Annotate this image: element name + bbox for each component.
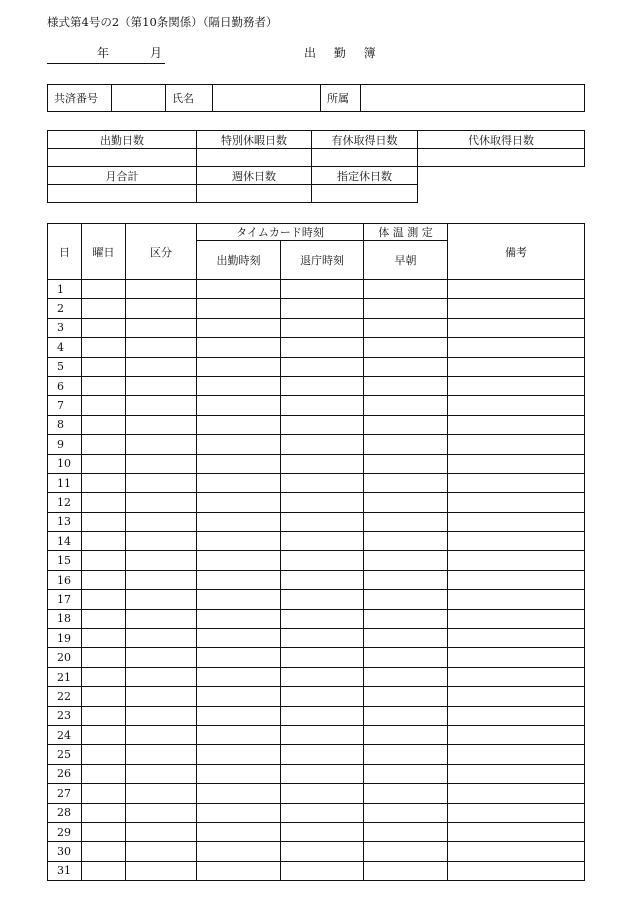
remarks-cell[interactable] xyxy=(448,861,585,880)
temp-cell[interactable] xyxy=(364,415,448,434)
group-temp: 体 温 測 定 xyxy=(364,224,448,241)
month-label: 月 xyxy=(150,46,163,60)
col-morning-temp: 早朝 xyxy=(364,241,448,280)
clock-in-cell[interactable] xyxy=(197,299,281,318)
clock-out-cell[interactable] xyxy=(281,629,364,648)
clock-out-cell[interactable] xyxy=(281,299,364,318)
table-row xyxy=(48,629,585,648)
day-number: 22 xyxy=(48,687,82,706)
weekday-cell[interactable] xyxy=(82,396,126,415)
day-number: 9 xyxy=(48,435,82,454)
day-number: 24 xyxy=(48,725,82,744)
weekday-cell[interactable] xyxy=(82,842,126,861)
group-timecard: タイムカード時刻 xyxy=(197,224,364,241)
day-number: 23 xyxy=(48,706,82,725)
temp-cell[interactable] xyxy=(364,299,448,318)
weekday-cell[interactable] xyxy=(82,667,126,686)
remarks-cell[interactable] xyxy=(448,396,585,415)
weekday-cell[interactable] xyxy=(82,532,126,551)
table-row xyxy=(48,784,585,803)
remarks-cell[interactable] xyxy=(448,648,585,667)
weekday-cell[interactable] xyxy=(82,725,126,744)
clock-out-cell[interactable] xyxy=(281,338,364,357)
weekday-cell[interactable] xyxy=(82,648,126,667)
remarks-cell[interactable] xyxy=(448,687,585,706)
clock-out-cell[interactable] xyxy=(281,512,364,531)
temp-cell[interactable] xyxy=(364,590,448,609)
table-row xyxy=(48,512,585,531)
table-row xyxy=(48,667,585,686)
remarks-cell[interactable] xyxy=(448,842,585,861)
day-number: 26 xyxy=(48,764,82,783)
clock-out-cell[interactable] xyxy=(281,493,364,512)
temp-cell[interactable] xyxy=(364,357,448,376)
table-row xyxy=(48,648,585,667)
clock-out-cell[interactable] xyxy=(281,725,364,744)
clock-out-cell[interactable] xyxy=(281,609,364,628)
kyosai-number-field[interactable] xyxy=(112,85,166,112)
category-cell[interactable] xyxy=(126,338,197,357)
temp-cell[interactable] xyxy=(364,822,448,841)
clock-in-cell[interactable] xyxy=(197,532,281,551)
weekday-cell[interactable] xyxy=(82,299,126,318)
comp-leave-label: 代休取得日数 xyxy=(418,131,585,149)
clock-in-cell[interactable] xyxy=(197,629,281,648)
clock-out-cell[interactable] xyxy=(281,532,364,551)
day-number: 27 xyxy=(48,784,82,803)
weekday-cell[interactable] xyxy=(82,357,126,376)
clock-in-cell[interactable] xyxy=(197,551,281,570)
table-row xyxy=(48,415,585,434)
category-cell[interactable] xyxy=(126,512,197,531)
category-cell[interactable] xyxy=(126,435,197,454)
table-row xyxy=(48,338,585,357)
table-row xyxy=(48,473,585,492)
weekday-cell[interactable] xyxy=(82,861,126,880)
table-row xyxy=(48,764,585,783)
clock-in-cell[interactable] xyxy=(197,784,281,803)
category-cell[interactable] xyxy=(126,493,197,512)
day-number: 6 xyxy=(48,376,82,395)
clock-in-cell[interactable] xyxy=(197,842,281,861)
category-cell[interactable] xyxy=(126,842,197,861)
table-row xyxy=(48,357,585,376)
day-number: 14 xyxy=(48,532,82,551)
clock-out-cell[interactable] xyxy=(281,764,364,783)
weekday-cell[interactable] xyxy=(82,590,126,609)
weekly-rest-field[interactable] xyxy=(197,185,312,203)
weekday-cell[interactable] xyxy=(82,745,126,764)
remarks-cell[interactable] xyxy=(448,338,585,357)
day-number: 1 xyxy=(48,280,82,299)
category-cell[interactable] xyxy=(126,357,197,376)
clock-out-cell[interactable] xyxy=(281,803,364,822)
temp-cell[interactable] xyxy=(364,706,448,725)
remarks-cell[interactable] xyxy=(448,822,585,841)
category-cell[interactable] xyxy=(126,725,197,744)
temp-cell[interactable] xyxy=(364,609,448,628)
clock-in-cell[interactable] xyxy=(197,609,281,628)
remarks-cell[interactable] xyxy=(448,376,585,395)
clock-out-cell[interactable] xyxy=(281,318,364,337)
table-row xyxy=(48,376,585,395)
temp-cell[interactable] xyxy=(364,861,448,880)
dept-field[interactable] xyxy=(361,85,585,112)
day-number: 8 xyxy=(48,415,82,434)
clock-in-cell[interactable] xyxy=(197,822,281,841)
clock-in-cell[interactable] xyxy=(197,861,281,880)
clock-in-cell[interactable] xyxy=(197,512,281,531)
weekday-cell[interactable] xyxy=(82,822,126,841)
category-cell[interactable] xyxy=(126,822,197,841)
category-cell[interactable] xyxy=(126,570,197,589)
clock-out-cell[interactable] xyxy=(281,570,364,589)
day-rows xyxy=(48,280,585,881)
category-cell[interactable] xyxy=(126,803,197,822)
weekday-cell[interactable] xyxy=(82,609,126,628)
clock-out-cell[interactable] xyxy=(281,590,364,609)
category-cell[interactable] xyxy=(126,629,197,648)
clock-in-cell[interactable] xyxy=(197,706,281,725)
temp-cell[interactable] xyxy=(364,338,448,357)
paid-leave-field[interactable] xyxy=(312,149,418,167)
day-number: 15 xyxy=(48,551,82,570)
paid-leave-label: 有休取得日数 xyxy=(312,131,418,149)
table-row xyxy=(48,551,585,570)
day-number: 12 xyxy=(48,493,82,512)
day-number: 7 xyxy=(48,396,82,415)
remarks-cell[interactable] xyxy=(448,318,585,337)
temp-cell[interactable] xyxy=(364,280,448,299)
col-clock-in: 出勤時刻 xyxy=(197,241,281,280)
category-cell[interactable] xyxy=(126,667,197,686)
work-days-field[interactable] xyxy=(48,149,197,167)
clock-out-cell[interactable] xyxy=(281,648,364,667)
remarks-cell[interactable] xyxy=(448,570,585,589)
clock-in-cell[interactable] xyxy=(197,318,281,337)
clock-in-cell[interactable] xyxy=(197,764,281,783)
remarks-cell[interactable] xyxy=(448,454,585,473)
clock-out-cell[interactable] xyxy=(281,551,364,570)
day-number: 20 xyxy=(48,648,82,667)
weekday-cell[interactable] xyxy=(82,687,126,706)
table-row xyxy=(48,299,585,318)
temp-cell[interactable] xyxy=(364,454,448,473)
weekday-cell[interactable] xyxy=(82,318,126,337)
table-row xyxy=(48,570,585,589)
category-cell[interactable] xyxy=(126,280,197,299)
weekday-cell[interactable] xyxy=(82,435,126,454)
temp-cell[interactable] xyxy=(364,318,448,337)
temp-cell[interactable] xyxy=(364,764,448,783)
day-number: 4 xyxy=(48,338,82,357)
temp-cell[interactable] xyxy=(364,551,448,570)
table-row xyxy=(48,706,585,725)
temp-cell[interactable] xyxy=(364,648,448,667)
form-code: 様式第4号の2（第10条関係）（隔日勤務者） xyxy=(47,15,278,29)
blank-cell xyxy=(418,167,585,185)
category-cell[interactable] xyxy=(126,687,197,706)
clock-out-cell[interactable] xyxy=(281,822,364,841)
clock-in-cell[interactable] xyxy=(197,338,281,357)
clock-in-cell[interactable] xyxy=(197,687,281,706)
category-cell[interactable] xyxy=(126,648,197,667)
clock-out-cell[interactable] xyxy=(281,396,364,415)
comp-leave-field[interactable] xyxy=(418,149,585,167)
table-row xyxy=(48,318,585,337)
clock-out-cell[interactable] xyxy=(281,667,364,686)
monthly-total-field[interactable] xyxy=(48,185,197,203)
temp-cell[interactable] xyxy=(364,803,448,822)
monthly-total-label: 月合計 xyxy=(48,167,197,185)
table-row xyxy=(48,725,585,744)
category-cell[interactable] xyxy=(126,318,197,337)
temp-cell[interactable] xyxy=(364,493,448,512)
day-number: 25 xyxy=(48,745,82,764)
table-row xyxy=(48,803,585,822)
remarks-cell[interactable] xyxy=(448,473,585,492)
category-cell[interactable] xyxy=(126,590,197,609)
remarks-cell[interactable] xyxy=(448,415,585,434)
day-number: 3 xyxy=(48,318,82,337)
day-number: 16 xyxy=(48,570,82,589)
weekly-rest-label: 週休日数 xyxy=(197,167,312,185)
temp-cell[interactable] xyxy=(364,842,448,861)
clock-in-cell[interactable] xyxy=(197,376,281,395)
clock-out-cell[interactable] xyxy=(281,784,364,803)
table-row xyxy=(48,609,585,628)
weekday-cell[interactable] xyxy=(82,629,126,648)
remarks-cell[interactable] xyxy=(448,745,585,764)
weekday-cell[interactable] xyxy=(82,338,126,357)
clock-out-cell[interactable] xyxy=(281,280,364,299)
clock-in-cell[interactable] xyxy=(197,493,281,512)
temp-cell[interactable] xyxy=(364,473,448,492)
day-number: 2 xyxy=(48,299,82,318)
weekday-cell[interactable] xyxy=(82,784,126,803)
clock-in-cell[interactable] xyxy=(197,396,281,415)
special-leave-field[interactable] xyxy=(197,149,312,167)
remarks-cell[interactable] xyxy=(448,280,585,299)
day-number: 18 xyxy=(48,609,82,628)
weekday-cell[interactable] xyxy=(82,415,126,434)
temp-cell[interactable] xyxy=(364,376,448,395)
day-number: 17 xyxy=(48,590,82,609)
clock-out-cell[interactable] xyxy=(281,376,364,395)
clock-out-cell[interactable] xyxy=(281,861,364,880)
day-number: 5 xyxy=(48,357,82,376)
col-weekday: 曜日 xyxy=(82,224,126,280)
remarks-cell[interactable] xyxy=(448,512,585,531)
remarks-cell[interactable] xyxy=(448,725,585,744)
day-number: 11 xyxy=(48,473,82,492)
weekday-cell[interactable] xyxy=(82,280,126,299)
clock-out-cell[interactable] xyxy=(281,473,364,492)
weekday-cell[interactable] xyxy=(82,473,126,492)
weekday-cell[interactable] xyxy=(82,512,126,531)
clock-out-cell[interactable] xyxy=(281,745,364,764)
table-row xyxy=(48,396,585,415)
remarks-cell[interactable] xyxy=(448,532,585,551)
temp-cell[interactable] xyxy=(364,396,448,415)
category-cell[interactable] xyxy=(126,706,197,725)
category-cell[interactable] xyxy=(126,299,197,318)
category-cell[interactable] xyxy=(126,396,197,415)
clock-in-cell[interactable] xyxy=(197,570,281,589)
category-cell[interactable] xyxy=(126,745,197,764)
clock-in-cell[interactable] xyxy=(197,667,281,686)
remarks-cell[interactable] xyxy=(448,706,585,725)
remarks-cell[interactable] xyxy=(448,551,585,570)
blank-cell xyxy=(418,185,585,203)
name-label: 氏名 xyxy=(166,85,213,112)
temp-cell[interactable] xyxy=(364,532,448,551)
info-table xyxy=(47,84,585,112)
days-summary-table xyxy=(47,130,585,203)
table-row xyxy=(48,861,585,880)
remarks-cell[interactable] xyxy=(448,629,585,648)
remarks-cell[interactable] xyxy=(448,784,585,803)
clock-out-cell[interactable] xyxy=(281,842,364,861)
category-cell[interactable] xyxy=(126,454,197,473)
clock-in-cell[interactable] xyxy=(197,357,281,376)
day-number: 31 xyxy=(48,861,82,880)
category-cell[interactable] xyxy=(126,473,197,492)
clock-out-cell[interactable] xyxy=(281,706,364,725)
year-label: 年 xyxy=(97,46,110,60)
dept-label: 所属 xyxy=(321,85,361,112)
weekday-cell[interactable] xyxy=(82,493,126,512)
table-row xyxy=(48,822,585,841)
clock-in-cell[interactable] xyxy=(197,590,281,609)
table-row xyxy=(48,280,585,299)
day-number: 19 xyxy=(48,629,82,648)
designated-rest-label: 指定休日数 xyxy=(312,167,418,185)
table-row xyxy=(48,493,585,512)
special-leave-label: 特別休暇日数 xyxy=(197,131,312,149)
temp-cell[interactable] xyxy=(364,570,448,589)
work-days-label: 出勤日数 xyxy=(48,131,197,149)
remarks-cell[interactable] xyxy=(448,609,585,628)
weekday-cell[interactable] xyxy=(82,570,126,589)
clock-in-cell[interactable] xyxy=(197,803,281,822)
clock-out-cell[interactable] xyxy=(281,687,364,706)
clock-out-cell[interactable] xyxy=(281,357,364,376)
table-row xyxy=(48,842,585,861)
weekday-cell[interactable] xyxy=(82,376,126,395)
category-cell[interactable] xyxy=(126,764,197,783)
year-month-underline xyxy=(47,63,165,64)
clock-in-cell[interactable] xyxy=(197,435,281,454)
name-field[interactable] xyxy=(213,85,321,112)
table-row xyxy=(48,590,585,609)
clock-in-cell[interactable] xyxy=(197,473,281,492)
weekday-cell[interactable] xyxy=(82,706,126,725)
designated-rest-field[interactable] xyxy=(312,185,418,203)
clock-in-cell[interactable] xyxy=(197,280,281,299)
col-remarks: 備考 xyxy=(448,224,585,280)
temp-cell[interactable] xyxy=(364,512,448,531)
category-cell[interactable] xyxy=(126,532,197,551)
attendance-table xyxy=(47,223,585,881)
table-row xyxy=(48,532,585,551)
clock-out-cell[interactable] xyxy=(281,415,364,434)
clock-in-cell[interactable] xyxy=(197,454,281,473)
temp-cell[interactable] xyxy=(364,629,448,648)
category-cell[interactable] xyxy=(126,861,197,880)
clock-in-cell[interactable] xyxy=(197,725,281,744)
weekday-cell[interactable] xyxy=(82,454,126,473)
temp-cell[interactable] xyxy=(364,435,448,454)
temp-cell[interactable] xyxy=(364,725,448,744)
remarks-cell[interactable] xyxy=(448,667,585,686)
category-cell[interactable] xyxy=(126,784,197,803)
clock-out-cell[interactable] xyxy=(281,435,364,454)
remarks-cell[interactable] xyxy=(448,357,585,376)
weekday-cell[interactable] xyxy=(82,764,126,783)
day-number: 29 xyxy=(48,822,82,841)
temp-cell[interactable] xyxy=(364,784,448,803)
remarks-cell[interactable] xyxy=(448,493,585,512)
clock-in-cell[interactable] xyxy=(197,745,281,764)
table-row xyxy=(48,435,585,454)
category-cell[interactable] xyxy=(126,376,197,395)
weekday-cell[interactable] xyxy=(82,551,126,570)
table-row xyxy=(48,454,585,473)
remarks-cell[interactable] xyxy=(448,803,585,822)
clock-in-cell[interactable] xyxy=(197,415,281,434)
remarks-cell[interactable] xyxy=(448,299,585,318)
table-row xyxy=(48,687,585,706)
table-row xyxy=(48,745,585,764)
clock-in-cell[interactable] xyxy=(197,648,281,667)
temp-cell[interactable] xyxy=(364,745,448,764)
category-cell[interactable] xyxy=(126,609,197,628)
temp-cell[interactable] xyxy=(364,687,448,706)
remarks-cell[interactable] xyxy=(448,590,585,609)
col-category: 区分 xyxy=(126,224,197,280)
remarks-cell[interactable] xyxy=(448,435,585,454)
category-cell[interactable] xyxy=(126,415,197,434)
clock-out-cell[interactable] xyxy=(281,454,364,473)
page-title: 出 勤 簿 xyxy=(304,46,383,60)
day-number: 30 xyxy=(48,842,82,861)
day-number: 21 xyxy=(48,667,82,686)
remarks-cell[interactable] xyxy=(448,764,585,783)
col-day: 日 xyxy=(48,224,82,280)
category-cell[interactable] xyxy=(126,551,197,570)
kyosai-label: 共済番号 xyxy=(48,85,112,112)
temp-cell[interactable] xyxy=(364,667,448,686)
day-number: 13 xyxy=(48,512,82,531)
day-number: 28 xyxy=(48,803,82,822)
day-number: 10 xyxy=(48,454,82,473)
weekday-cell[interactable] xyxy=(82,803,126,822)
col-clock-out: 退庁時刻 xyxy=(281,241,364,280)
